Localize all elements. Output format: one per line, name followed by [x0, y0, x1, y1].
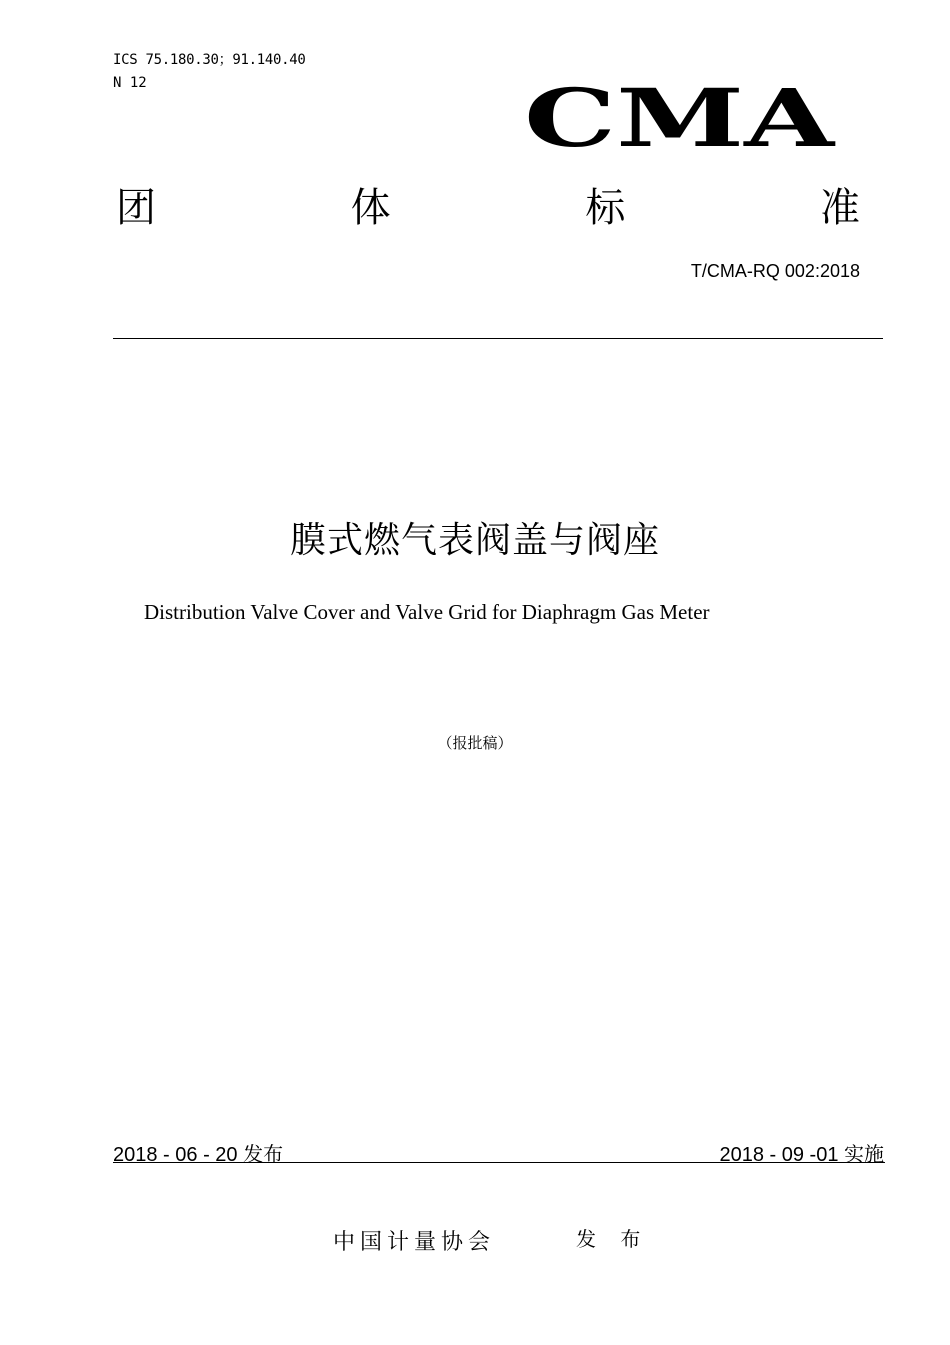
publish-date: 2018 - 06 - 20 发布: [113, 1144, 284, 1166]
implementation-date: 2018 - 09 -01 实施: [719, 1144, 884, 1166]
standard-type-char-4: 准: [819, 185, 860, 231]
standard-type-char-2: 体: [350, 185, 391, 231]
cma-logo-text: CMA: [524, 74, 836, 158]
draft-status: （报批稿）: [437, 734, 513, 752]
cma-logo: [524, 74, 836, 158]
title-english: Distribution Valve Cover and Valve Grid for Diaphragm Gas Meter: [144, 600, 710, 624]
header-divider: [113, 338, 883, 339]
standard-type-char-3: 标: [585, 185, 626, 231]
title-chinese: 膜式燃气表阀盖与阀座: [289, 520, 660, 561]
standard-type: [116, 183, 860, 233]
footer-divider: [113, 1162, 885, 1163]
ccs-code: N 12: [113, 75, 147, 91]
standard-type-char-1: 团: [116, 185, 156, 231]
issue-label: 发 布: [576, 1227, 650, 1251]
standard-code: T/CMA-RQ 002:2018: [690, 261, 860, 281]
ics-code: ICS 75.180.30；91.140.40: [113, 52, 306, 68]
issuing-organization: 中国计量协会: [333, 1230, 496, 1255]
